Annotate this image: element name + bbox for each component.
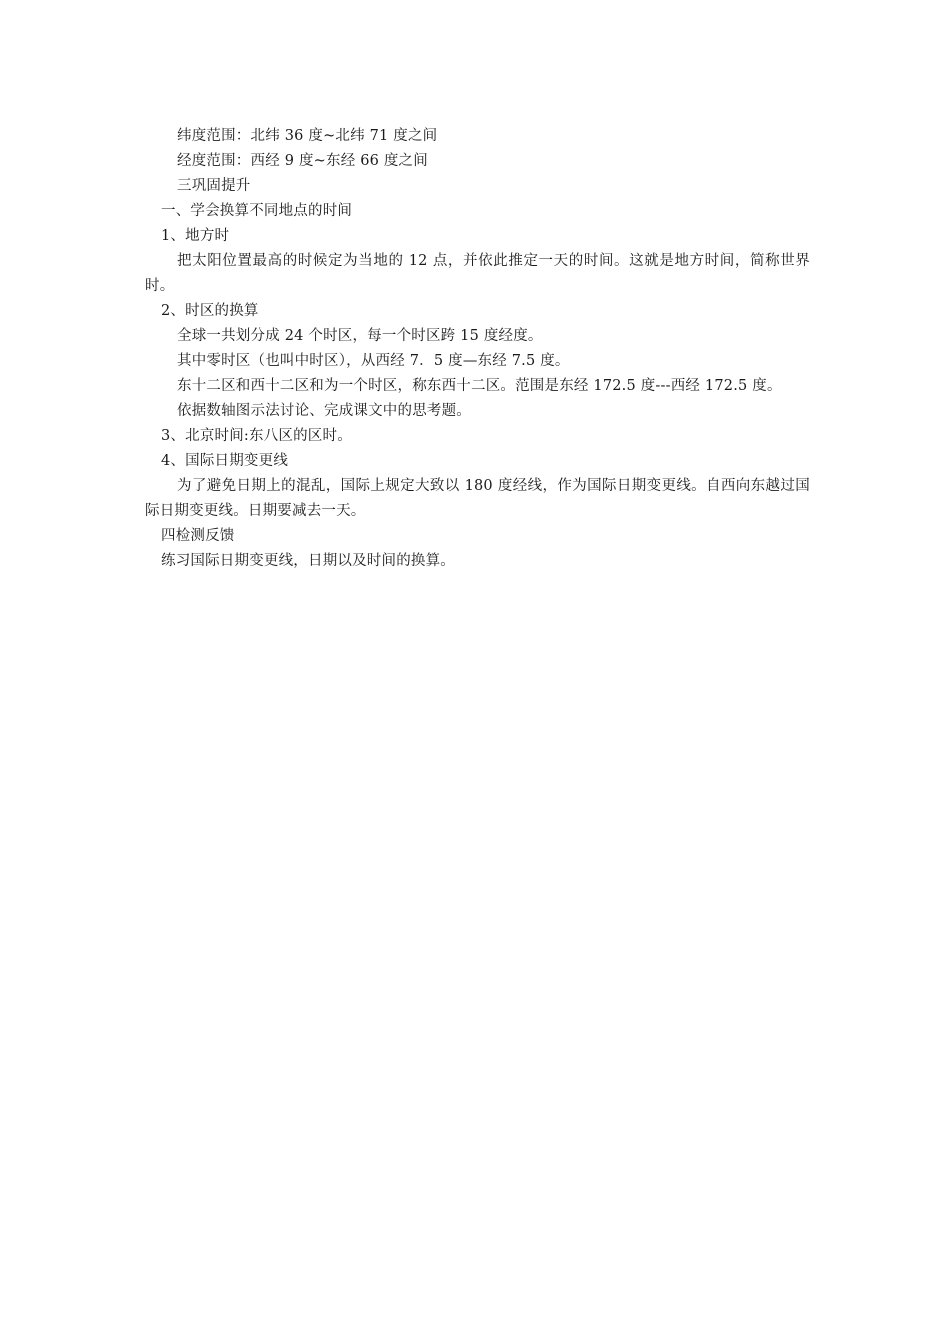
section-heading-feedback: 四检测反馈 <box>161 528 235 544</box>
document-body <box>145 124 810 574</box>
section-heading-consolidate: 三巩固提升 <box>177 178 251 194</box>
latitude-range-line: 纬度范围：北纬 36 度~北纬 71 度之间 <box>177 128 438 144</box>
item-local-time-heading: 1、地方时 <box>161 228 230 244</box>
item-beijing-time: 3、北京时间:东八区的区时。 <box>161 428 352 444</box>
zero-time-zone-line: 其中零时区（也叫中时区），从西经 7．5 度—东经 7.5 度。 <box>177 353 570 369</box>
practice-line: 练习国际日期变更线，日期以及时间的换算。 <box>161 553 455 569</box>
date-line-paragraph: 为了避免日期上的混乱，国际上规定大致以 180 度经线，作为国际日期变更线。自西向东越过国际日期变更线。日期要减去一天。 <box>145 478 810 519</box>
time-zone-count-line: 全球一共划分成 24 个时区，每一个时区跨 15 度经度。 <box>177 328 543 344</box>
number-axis-discussion-line: 依据数轴图示法讨论、完成课文中的思考题。 <box>177 403 471 419</box>
item-local-time-paragraph: 把太阳位置最高的时候定为当地的 12 点，并依此推定一天的时间。这就是地方时间，简称世界时。 <box>145 253 810 294</box>
longitude-range-line: 经度范围：西经 9 度~东经 66 度之间 <box>177 153 428 169</box>
twelfth-zone-paragraph: 东十二区和西十二区和为一个时区，称东西十二区。范围是东经 172.5 度---西经 172.5 度。 <box>177 378 782 394</box>
item-date-line-heading: 4、国际日期变更线 <box>161 453 289 469</box>
subheading-time-conversion: 一、学会换算不同地点的时间 <box>161 203 353 219</box>
item-time-zone-heading: 2、时区的换算 <box>161 303 259 319</box>
